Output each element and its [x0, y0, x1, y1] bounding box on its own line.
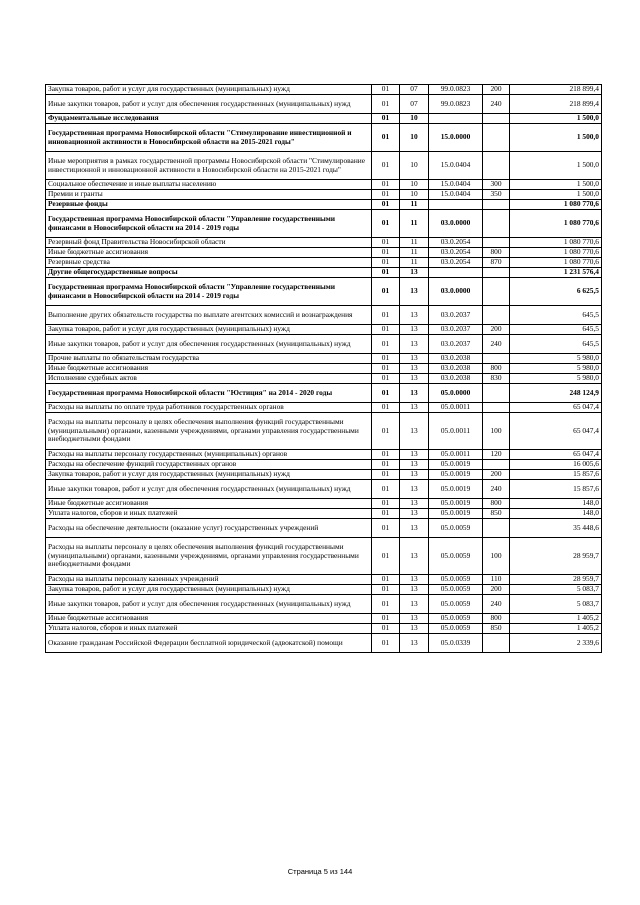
row-expense-type-code: 200: [483, 325, 510, 335]
row-expense-type-code: 800: [483, 614, 510, 624]
row-subsection-code: 13: [400, 354, 429, 364]
row-amount: 148,0: [510, 509, 602, 519]
row-target-article-code: 99.0.0823: [429, 95, 483, 114]
row-expense-type-code: 200: [483, 585, 510, 595]
row-expense-type-code: 800: [483, 499, 510, 509]
row-amount: 5 083,7: [510, 585, 602, 595]
row-section-code: 01: [372, 354, 400, 364]
row-subsection-code: 13: [400, 268, 429, 278]
table-row: [46, 470, 602, 480]
budget-table-body: [46, 85, 602, 653]
table-row: [46, 450, 602, 460]
row-target-article-code: 05.0.0059: [429, 519, 483, 538]
row-amount: 1 500,0: [510, 124, 602, 152]
row-target-article-code: 03.0.2054: [429, 238, 483, 248]
row-name: Расходы на выплаты персоналу казенных учреждений: [46, 575, 372, 585]
row-name: Социальное обеспечение и иные выплаты населению: [46, 180, 372, 190]
row-expense-type-code: [483, 306, 510, 325]
page-number: Страница 5 из 144: [287, 867, 353, 876]
table-row: [46, 124, 602, 152]
row-name: Иные бюджетные ассигнования: [46, 614, 372, 624]
row-name: Государственная программа Новосибирской области "Стимулирование инвестиционной и инновационной активности в Новосибирской области на 2015-2021 годы": [46, 124, 372, 152]
table-row: [46, 238, 602, 248]
row-section-code: 01: [372, 248, 400, 258]
table-row: [46, 85, 602, 95]
table-row: [46, 268, 602, 278]
row-subsection-code: 13: [400, 595, 429, 614]
row-amount: 1 080 770,6: [510, 258, 602, 268]
row-target-article-code: 15.0.0404: [429, 180, 483, 190]
row-name: Расходы на выплаты персоналу в целях обеспечения выполнения функций государственными (муниципальными) органами, казенными учреждениями, органами управления государственными внебюджетными фондами: [46, 538, 372, 575]
row-expense-type-code: 350: [483, 190, 510, 200]
row-target-article-code: 05.0.0059: [429, 585, 483, 595]
row-expense-type-code: [483, 403, 510, 413]
row-amount: 1 500,0: [510, 180, 602, 190]
table-row: [46, 258, 602, 268]
row-subsection-code: 13: [400, 460, 429, 470]
row-expense-type-code: 300: [483, 180, 510, 190]
row-subsection-code: 13: [400, 519, 429, 538]
row-name: Иные закупки товаров, работ и услуг для обеспечения государственных (муниципальных) нужд: [46, 95, 372, 114]
row-amount: 1 500,0: [510, 152, 602, 180]
row-expense-type-code: 800: [483, 248, 510, 258]
row-amount: 645,5: [510, 306, 602, 325]
row-section-code: 01: [372, 480, 400, 499]
row-subsection-code: 13: [400, 634, 429, 653]
row-expense-type-code: [483, 124, 510, 152]
row-amount: 28 959,7: [510, 538, 602, 575]
row-subsection-code: 10: [400, 152, 429, 180]
row-target-article-code: 03.0.2037: [429, 335, 483, 354]
row-expense-type-code: [483, 384, 510, 403]
row-name: Другие общегосударственные вопросы: [46, 268, 372, 278]
row-section-code: 01: [372, 180, 400, 190]
row-section-code: 01: [372, 450, 400, 460]
row-target-article-code: 05.0.0019: [429, 470, 483, 480]
row-target-article-code: 03.0.2038: [429, 374, 483, 384]
row-target-article-code: 15.0.0404: [429, 190, 483, 200]
row-section-code: 01: [372, 413, 400, 450]
row-target-article-code: 03.0.0000: [429, 210, 483, 238]
row-section-code: 01: [372, 384, 400, 403]
row-section-code: 01: [372, 210, 400, 238]
row-amount: 1 405,2: [510, 624, 602, 634]
row-amount: 248 124,9: [510, 384, 602, 403]
row-section-code: 01: [372, 470, 400, 480]
row-target-article-code: 03.0.0000: [429, 278, 483, 306]
row-section-code: 01: [372, 614, 400, 624]
row-target-article-code: 05.0.0011: [429, 403, 483, 413]
row-name: Выполнение других обязательств государства по выплате агентских комиссий и вознаграждения: [46, 306, 372, 325]
table-row: [46, 413, 602, 450]
row-amount: 1 080 770,6: [510, 248, 602, 258]
row-target-article-code: 15.0.0404: [429, 152, 483, 180]
row-expense-type-code: [483, 114, 510, 124]
table-row: [46, 354, 602, 364]
row-section-code: 01: [372, 519, 400, 538]
row-subsection-code: 10: [400, 180, 429, 190]
row-subsection-code: 13: [400, 413, 429, 450]
row-expense-type-code: 240: [483, 480, 510, 499]
row-name: Оказание гражданам Российской Федерации бесплатной юридической (адвокатской) помощи: [46, 634, 372, 653]
table-row: [46, 538, 602, 575]
table-row: [46, 519, 602, 538]
row-section-code: 01: [372, 575, 400, 585]
row-name: Расходы на обеспечение деятельности (оказание услуг) государственных учреждений: [46, 519, 372, 538]
row-name: Премии и гранты: [46, 190, 372, 200]
table-row: [46, 95, 602, 114]
row-amount: 15 857,6: [510, 470, 602, 480]
row-target-article-code: 03.0.2038: [429, 354, 483, 364]
row-target-article-code: 03.0.2054: [429, 258, 483, 268]
row-section-code: 01: [372, 258, 400, 268]
row-target-article-code: [429, 268, 483, 278]
row-target-article-code: 05.0.0019: [429, 499, 483, 509]
row-subsection-code: 11: [400, 238, 429, 248]
row-subsection-code: 13: [400, 325, 429, 335]
row-target-article-code: 05.0.0059: [429, 614, 483, 624]
row-amount: 5 980,0: [510, 364, 602, 374]
row-section-code: 01: [372, 538, 400, 575]
row-name: Фундаментальные исследования: [46, 114, 372, 124]
table-row: [46, 335, 602, 354]
row-name: Иные мероприятия в рамках государственной программы Новосибирской области "Стимулирование инвестиционной и инновационной активности в Новосибирской области на 2015-2021 годы": [46, 152, 372, 180]
row-amount: 28 959,7: [510, 575, 602, 585]
row-subsection-code: 13: [400, 384, 429, 403]
row-name: Закупка товаров, работ и услуг для государственных (муниципальных) нужд: [46, 325, 372, 335]
row-section-code: 01: [372, 460, 400, 470]
row-name: Иные закупки товаров, работ и услуг для обеспечения государственных (муниципальных) нужд: [46, 335, 372, 354]
row-amount: 5 980,0: [510, 374, 602, 384]
row-target-article-code: 03.0.2037: [429, 306, 483, 325]
row-subsection-code: 07: [400, 85, 429, 95]
row-amount: 5 083,7: [510, 595, 602, 614]
row-subsection-code: 13: [400, 585, 429, 595]
row-name: Иные бюджетные ассигнования: [46, 364, 372, 374]
row-amount: 1 231 576,4: [510, 268, 602, 278]
table-row: [46, 460, 602, 470]
row-section-code: 01: [372, 268, 400, 278]
row-section-code: 01: [372, 152, 400, 180]
table-row: [46, 384, 602, 403]
row-section-code: 01: [372, 95, 400, 114]
row-expense-type-code: 240: [483, 335, 510, 354]
table-row: [46, 575, 602, 585]
table-row: [46, 325, 602, 335]
table-row: [46, 114, 602, 124]
table-row: [46, 248, 602, 258]
row-subsection-code: 13: [400, 374, 429, 384]
row-expense-type-code: 240: [483, 95, 510, 114]
row-name: Исполнение судебных актов: [46, 374, 372, 384]
table-row: [46, 306, 602, 325]
row-expense-type-code: 100: [483, 413, 510, 450]
row-expense-type-code: [483, 200, 510, 210]
row-target-article-code: 15.0.0000: [429, 124, 483, 152]
table-row: [46, 210, 602, 238]
row-amount: 65 047,4: [510, 403, 602, 413]
row-name: Расходы на выплаты персоналу государственных (муниципальных) органов: [46, 450, 372, 460]
row-section-code: 01: [372, 85, 400, 95]
row-target-article-code: 03.0.2054: [429, 248, 483, 258]
row-subsection-code: 13: [400, 575, 429, 585]
row-section-code: 01: [372, 585, 400, 595]
budget-table: [45, 84, 602, 653]
row-section-code: 01: [372, 595, 400, 614]
row-name: Резервные средства: [46, 258, 372, 268]
table-row: [46, 614, 602, 624]
row-expense-type-code: 830: [483, 374, 510, 384]
table-row: [46, 585, 602, 595]
row-expense-type-code: [483, 634, 510, 653]
row-amount: 65 047,4: [510, 413, 602, 450]
row-expense-type-code: [483, 210, 510, 238]
row-section-code: 01: [372, 364, 400, 374]
row-subsection-code: 10: [400, 114, 429, 124]
row-subsection-code: 11: [400, 210, 429, 238]
row-section-code: 01: [372, 238, 400, 248]
table-row: [46, 499, 602, 509]
row-name: Расходы на выплаты по оплате труда работников государственных органов: [46, 403, 372, 413]
row-amount: 65 047,4: [510, 450, 602, 460]
row-amount: 218 899,4: [510, 95, 602, 114]
row-subsection-code: 07: [400, 95, 429, 114]
row-amount: 5 980,0: [510, 354, 602, 364]
row-section-code: 01: [372, 190, 400, 200]
row-amount: 645,5: [510, 335, 602, 354]
row-target-article-code: 05.0.0011: [429, 450, 483, 460]
row-expense-type-code: 800: [483, 364, 510, 374]
row-subsection-code: 13: [400, 624, 429, 634]
table-row: [46, 374, 602, 384]
row-section-code: 01: [372, 509, 400, 519]
row-expense-type-code: 870: [483, 258, 510, 268]
row-name: Расходы на обеспечение функций государственных органов: [46, 460, 372, 470]
row-amount: 1 500,0: [510, 114, 602, 124]
row-amount: 16 005,6: [510, 460, 602, 470]
row-name: Прочие выплаты по обязательствам государства: [46, 354, 372, 364]
row-target-article-code: 05.0.0019: [429, 480, 483, 499]
row-amount: 2 339,6: [510, 634, 602, 653]
row-section-code: 01: [372, 403, 400, 413]
table-row: [46, 480, 602, 499]
row-subsection-code: 11: [400, 258, 429, 268]
row-amount: 148,0: [510, 499, 602, 509]
row-target-article-code: 05.0.0059: [429, 575, 483, 585]
row-amount: 1 405,2: [510, 614, 602, 624]
row-amount: 1 080 770,6: [510, 238, 602, 248]
row-target-article-code: 05.0.0011: [429, 413, 483, 450]
row-target-article-code: 05.0.0019: [429, 460, 483, 470]
row-subsection-code: 10: [400, 124, 429, 152]
row-name: Иные бюджетные ассигнования: [46, 499, 372, 509]
table-row: [46, 190, 602, 200]
row-section-code: 01: [372, 335, 400, 354]
row-target-article-code: 05.0.0059: [429, 624, 483, 634]
row-section-code: 01: [372, 200, 400, 210]
row-name: Расходы на выплаты персоналу в целях обеспечения выполнения функций государственными (муниципальными) органами, казенными учреждениями, органами управления государственными внебюджетными фондами: [46, 413, 372, 450]
row-expense-type-code: [483, 519, 510, 538]
row-section-code: 01: [372, 306, 400, 325]
row-expense-type-code: [483, 238, 510, 248]
row-expense-type-code: [483, 152, 510, 180]
row-target-article-code: 99.0.0823: [429, 85, 483, 95]
table-row: [46, 403, 602, 413]
table-row: [46, 634, 602, 653]
row-expense-type-code: 200: [483, 470, 510, 480]
row-target-article-code: [429, 114, 483, 124]
row-target-article-code: 05.0.0019: [429, 509, 483, 519]
row-subsection-code: 13: [400, 538, 429, 575]
row-expense-type-code: 100: [483, 538, 510, 575]
row-subsection-code: 13: [400, 480, 429, 499]
row-target-article-code: 05.0.0059: [429, 595, 483, 614]
row-subsection-code: 10: [400, 190, 429, 200]
row-subsection-code: 13: [400, 499, 429, 509]
row-target-article-code: 03.0.2038: [429, 364, 483, 374]
row-subsection-code: 13: [400, 306, 429, 325]
row-name: Уплата налогов, сборов и иных платежей: [46, 624, 372, 634]
row-amount: 218 899,4: [510, 85, 602, 95]
row-section-code: 01: [372, 374, 400, 384]
row-amount: 1 080 770,6: [510, 210, 602, 238]
row-expense-type-code: [483, 278, 510, 306]
row-name: Закупка товаров, работ и услуг для государственных (муниципальных) нужд: [46, 585, 372, 595]
row-expense-type-code: 850: [483, 509, 510, 519]
row-section-code: 01: [372, 499, 400, 509]
row-name: Государственная программа Новосибирской области "Юстиция" на 2014 - 2020 годы: [46, 384, 372, 403]
row-amount: 6 625,5: [510, 278, 602, 306]
table-row: [46, 509, 602, 519]
row-name: Резервные фонды: [46, 200, 372, 210]
row-amount: 15 857,6: [510, 480, 602, 499]
row-target-article-code: 05.0.0339: [429, 634, 483, 653]
table-row: [46, 152, 602, 180]
row-subsection-code: 13: [400, 614, 429, 624]
table-row: [46, 624, 602, 634]
table-row: [46, 200, 602, 210]
row-amount: 1 080 770,6: [510, 200, 602, 210]
row-expense-type-code: 200: [483, 85, 510, 95]
table-row: [46, 595, 602, 614]
row-amount: 35 448,6: [510, 519, 602, 538]
row-section-code: 01: [372, 634, 400, 653]
row-subsection-code: 13: [400, 403, 429, 413]
row-name: Иные бюджетные ассигнования: [46, 248, 372, 258]
row-target-article-code: [429, 200, 483, 210]
row-name: Уплата налогов, сборов и иных платежей: [46, 509, 372, 519]
row-expense-type-code: 850: [483, 624, 510, 634]
row-target-article-code: 05.0.0000: [429, 384, 483, 403]
row-subsection-code: 11: [400, 200, 429, 210]
row-section-code: 01: [372, 278, 400, 306]
row-name: Закупка товаров, работ и услуг для государственных (муниципальных) нужд: [46, 85, 372, 95]
row-section-code: 01: [372, 325, 400, 335]
row-section-code: 01: [372, 124, 400, 152]
row-expense-type-code: 240: [483, 595, 510, 614]
row-subsection-code: 13: [400, 509, 429, 519]
row-name: Иные закупки товаров, работ и услуг для обеспечения государственных (муниципальных) нужд: [46, 480, 372, 499]
row-subsection-code: 13: [400, 278, 429, 306]
row-amount: 645,5: [510, 325, 602, 335]
row-name: Государственная программа Новосибирской области "Управление государственными финансами в Новосибирской области на 2014 - 2019 годы: [46, 278, 372, 306]
row-target-article-code: 05.0.0059: [429, 538, 483, 575]
row-subsection-code: 11: [400, 248, 429, 258]
row-name: Резервный фонд Правительства Новосибирской области: [46, 238, 372, 248]
row-amount: 1 500,0: [510, 190, 602, 200]
row-expense-type-code: [483, 268, 510, 278]
row-expense-type-code: [483, 354, 510, 364]
row-expense-type-code: 120: [483, 450, 510, 460]
row-name: Иные закупки товаров, работ и услуг для обеспечения государственных (муниципальных) нужд: [46, 595, 372, 614]
row-subsection-code: 13: [400, 450, 429, 460]
row-expense-type-code: [483, 460, 510, 470]
row-section-code: 01: [372, 624, 400, 634]
table-row: [46, 180, 602, 190]
row-name: Закупка товаров, работ и услуг для государственных (муниципальных) нужд: [46, 470, 372, 480]
table-row: [46, 364, 602, 374]
row-target-article-code: 03.0.2037: [429, 325, 483, 335]
row-name: Государственная программа Новосибирской области "Управление государственными финансами в Новосибирской области на 2014 - 2019 годы: [46, 210, 372, 238]
row-section-code: 01: [372, 114, 400, 124]
row-subsection-code: 13: [400, 364, 429, 374]
table-row: [46, 278, 602, 306]
row-subsection-code: 13: [400, 470, 429, 480]
row-subsection-code: 13: [400, 335, 429, 354]
row-expense-type-code: 110: [483, 575, 510, 585]
